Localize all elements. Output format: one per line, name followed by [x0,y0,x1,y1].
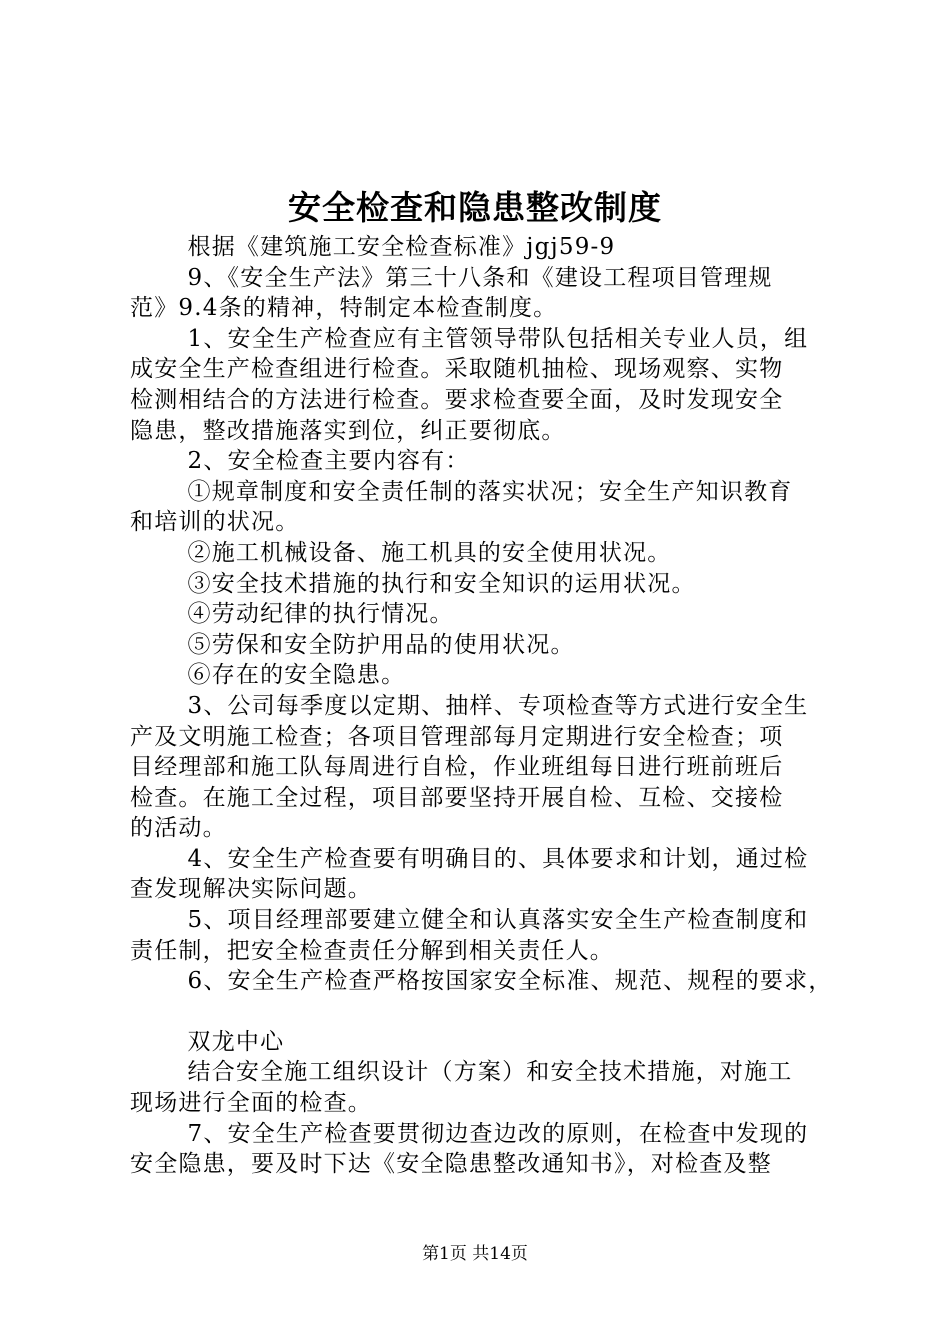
text-line: ④劳动纪律的执行情况。 [187,601,454,628]
text-line: 5、项目经理部要建立健全和认真落实安全生产检查制度和 [187,907,809,934]
text-line: 查发现解决实际问题。 [130,876,372,903]
text-line: 现场进行全面的检查。 [130,1090,372,1117]
text-line: ⑥存在的安全隐患。 [187,662,406,689]
text-line: 结合安全施工组织设计（方案）和安全技术措施，对施工 [187,1059,793,1086]
text-line: 目经理部和施工队每周进行自检，作业班组每日进行班前班后 [130,754,784,781]
text-line: 双龙中心 [187,1028,285,1055]
text-line: 2、安全检查主要内容有： [187,448,470,475]
text-line: ①规章制度和安全责任制的落实状况；安全生产知识教育 [187,478,793,505]
text-line: 范》9.4条的精神，特制定本检查制度。 [130,295,558,322]
document-body [130,232,833,1180]
text-line: ⑤劳保和安全防护用品的使用状况。 [187,631,575,658]
text-line: 9、《安全生产法》第三十八条和《建设工程项目管理规 [187,264,773,291]
text-line: 7、安全生产检查要贯彻边查边改的原则，在检查中发现的 [187,1120,809,1147]
document-title: 安全检查和隐患整改制度 [288,188,662,227]
text-line: 1、安全生产检查应有主管领导带队包括相关专业人员，组 [187,325,809,352]
text-line: 检查。在施工全过程，项目部要坚持开展自检、互检、交接检 [130,784,784,811]
page-footer: 第1页 共14页 [422,1244,528,1264]
text-line: 成安全生产检查组进行检查。采取随机抽检、现场观察、实物 [130,356,784,383]
text-line: ②施工机械设备、施工机具的安全使用状况。 [187,539,672,566]
text-line: 4、安全生产检查要有明确目的、具体要求和计划，通过检 [187,845,809,872]
text-line: ③安全技术措施的执行和安全知识的运用状况。 [187,570,696,597]
text-line: 隐患，整改措施落实到位，纠正要彻底。 [130,417,566,444]
text-line: 根据《建筑施工安全检查标准》jgj59-9 [187,234,616,260]
text-line: 检测相结合的方法进行检查。要求检查要全面，及时发现安全 [130,386,784,413]
text-line: 6、安全生产检查严格按国家安全标准、规范、规程的要求， [187,968,833,995]
text-line: 责任制，把安全检查责任分解到相关责任人。 [130,937,614,964]
text-line: 3、公司每季度以定期、抽样、专项检查等方式进行安全生 [187,692,809,719]
text-line: 产及文明施工检查；各项目管理部每月定期进行安全检查；项 [130,723,784,750]
text-line: 安全隐患，要及时下达《安全隐患整改通知书》，对检查及整 [130,1151,772,1178]
text-line: 的活动。 [130,815,227,842]
paragraph-gap [130,997,830,1027]
text-line: 和培训的状况。 [130,509,300,536]
